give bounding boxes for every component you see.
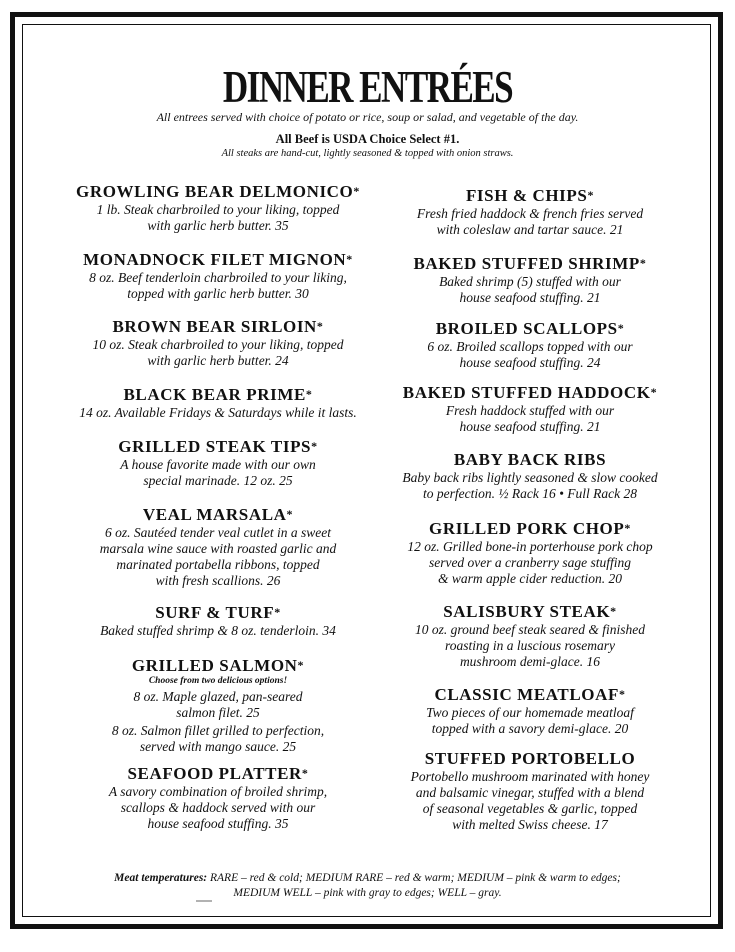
item-description: A savory combination of broiled shrimp, scallops & haddock served with our house seafood stuffing. 35 [108,784,328,831]
item-name: BABY BACK RIBS [453,450,607,469]
menu-item [43,505,393,589]
item-description: Portobello mushroom marinated with honey and balsamic vinegar, stuffed with a blend of seasonal vegetables & garlic, topped with melted Swiss cheese. 17 [410,769,650,832]
item-name: BAKED STUFFED SHRIMP* [413,254,647,273]
item-description: 14 oz. Available Fridays & Saturdays while it lasts. [79,405,357,420]
menu-item [43,437,393,489]
item-description: 6 oz. Sautéed tender veal cutlet in a sweet marsala wine sauce with roasted garlic and marinated portabella ribbons, topped with fresh scallions. 26 [99,525,337,588]
item-name: MONADNOCK FILET MIGNON* [83,250,353,269]
item-description: Baked stuffed shrimp & 8 oz. tenderloin. 34 [100,623,336,638]
menu-item [355,602,705,670]
item-name: SEAFOOD PLATTER* [127,764,309,783]
item-description: 8 oz. Maple glazed, pan-seared salmon filet. 25 [133,689,303,720]
item-name: SALISBURY STEAK* [443,602,617,621]
item-name: GRILLED PORK CHOP* [429,519,631,538]
item-description-alt: 8 oz. Salmon fillet grilled to perfection, served with mango sauce. 25 [111,723,325,754]
menu-item [43,317,393,369]
item-description: Fresh haddock stuffed with our house seafood stuffing. 21 [445,403,615,434]
item-name: GRILLED SALMON* [131,656,305,675]
footer-text-1: RARE – red & cold; MEDIUM RARE – red & warm; MEDIUM – pink & warm to edges; [207,872,621,884]
menu-item [43,764,393,832]
footer-label: Meat temperatures: [114,872,208,884]
item-description: 6 oz. Broiled scallops topped with our house seafood stuffing. 24 [427,339,633,370]
item-description: 10 oz. ground beef steak seared & finished roasting in a luscious rosemary mushroom demi-glace. 16 [415,622,645,669]
menu-item [43,603,393,639]
menu-item [43,385,393,421]
menu-item [355,383,705,435]
menu-item [355,749,705,833]
item-description: Fresh fried haddock & french fries served with coleslaw and tartar sauce. 21 [416,206,644,237]
item-description: 10 oz. Steak charbroiled to your liking, topped with garlic herb butter. 24 [92,337,344,368]
intro-steak-note: All steaks are hand-cut, lightly seasoned & topped with onion straws. [221,148,514,159]
item-name: BROWN BEAR SIRLOIN* [112,317,324,336]
item-name: CLASSIC MEATLOAF* [434,685,626,704]
item-description: Baked shrimp (5) stuffed with our house seafood stuffing. 21 [439,274,621,305]
menu-item [43,182,393,234]
menu-item [355,186,705,238]
footer-text-2: MEDIUM WELL – pink with gray to edges; WELL – gray. [233,887,502,899]
item-name: GRILLED STEAK TIPS* [118,437,318,456]
menu-item [43,656,393,755]
item-name: VEAL MARSALA* [142,505,294,524]
menu-item [355,685,705,737]
item-name: BLACK BEAR PRIME* [123,385,313,404]
item-name: GROWLING BEAR DELMONICO* [76,182,360,201]
item-name: FISH & CHIPS* [465,186,595,205]
menu-item [355,450,705,502]
item-name: BAKED STUFFED HADDOCK* [402,383,658,402]
menu-item [43,250,393,302]
intro-sides: All entrees served with choice of potato or rice, soup or salad, and vegetable of the day. [156,110,579,124]
menu-item [355,254,705,306]
menu-title: DINNER ENTRÉES [222,62,513,112]
meat-temperatures-note [0,871,735,901]
item-name: SURF & TURF* [155,603,281,622]
menu-item [355,519,705,587]
item-description: Two pieces of our homemade meatloaf topped with a savory demi-glace. 20 [426,705,634,736]
pen-mark [196,900,212,902]
item-description: 1 lb. Steak charbroiled to your liking, topped with garlic herb butter. 35 [96,202,340,233]
item-name: STUFFED PORTOBELLO [424,749,636,768]
item-name: BROILED SCALLOPS* [435,319,625,338]
item-description: Baby back ribs lightly seasoned & slow cooked to perfection. ½ Rack 16 • Full Rack 28 [402,470,658,501]
item-description: 12 oz. Grilled bone-in porterhouse pork chop served over a cranberry sage stuffing & warm apple cider reduction. 20 [407,539,653,586]
menu-item [355,319,705,371]
item-note: Choose from two delicious options! [148,676,288,686]
item-description: 8 oz. Beef tenderloin charbroiled to your liking, topped with garlic herb butter. 30 [89,270,347,301]
intro-beef-grade: All Beef is USDA Choice Select #1. [275,132,460,146]
item-description: A house favorite made with our own special marinade. 12 oz. 25 [120,457,316,488]
